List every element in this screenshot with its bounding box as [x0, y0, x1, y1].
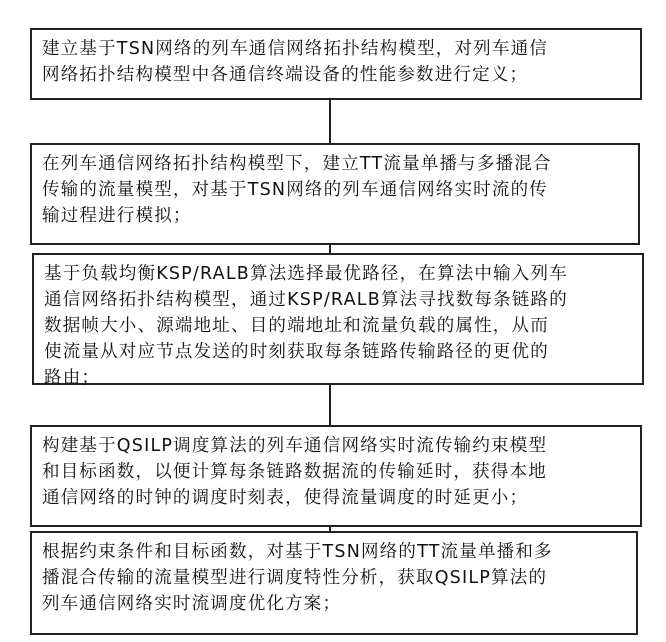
step-1-box: 建立基于TSN网络的列车通信网络拓扑结构模型，对列车通信 网络拓扑结构模型中各通信终端设备的性能参数进行定义；: [30, 28, 642, 100]
connector-3-4: [329, 385, 331, 425]
step-2-box: 在列车通信网络拓扑结构模型下，建立TT流量单播与多播混合 传输的流量模型，对基于TSN网络的列车通信网络实时流的传 输过程进行模拟；: [30, 143, 640, 245]
step-4-box: 构建基于QSILP调度算法的列车通信网络实时流传输约束模型 和目标函数，以便计算每条链路数据流的传输延时，获得本地 通信网络的时钟的调度时刻表，使得流量调度的时延更小；: [30, 425, 642, 527]
step-5-box: 根据约束条件和目标函数，对基于TSN网络的TT流量单播和多 播混合传输的流量模型进行调度特性分析，获取QSILP算法的 列车通信网络实时流调度优化方案；: [30, 531, 638, 635]
connector-2-3: [329, 245, 331, 253]
step-3-box: 基于负载均衡KSP/RALB算法选择最优路径，在算法中输入列车 通信网络拓扑结构模型，通过KSP/RALB算法寻找数每条链路的 数据帧大小、源端地址、目的端地址和流量负载的属性，从而 使流量从对应节点发送的时刻获取每条链路传输路径的更优的 路由；: [32, 253, 644, 385]
connector-1-2: [329, 100, 331, 143]
